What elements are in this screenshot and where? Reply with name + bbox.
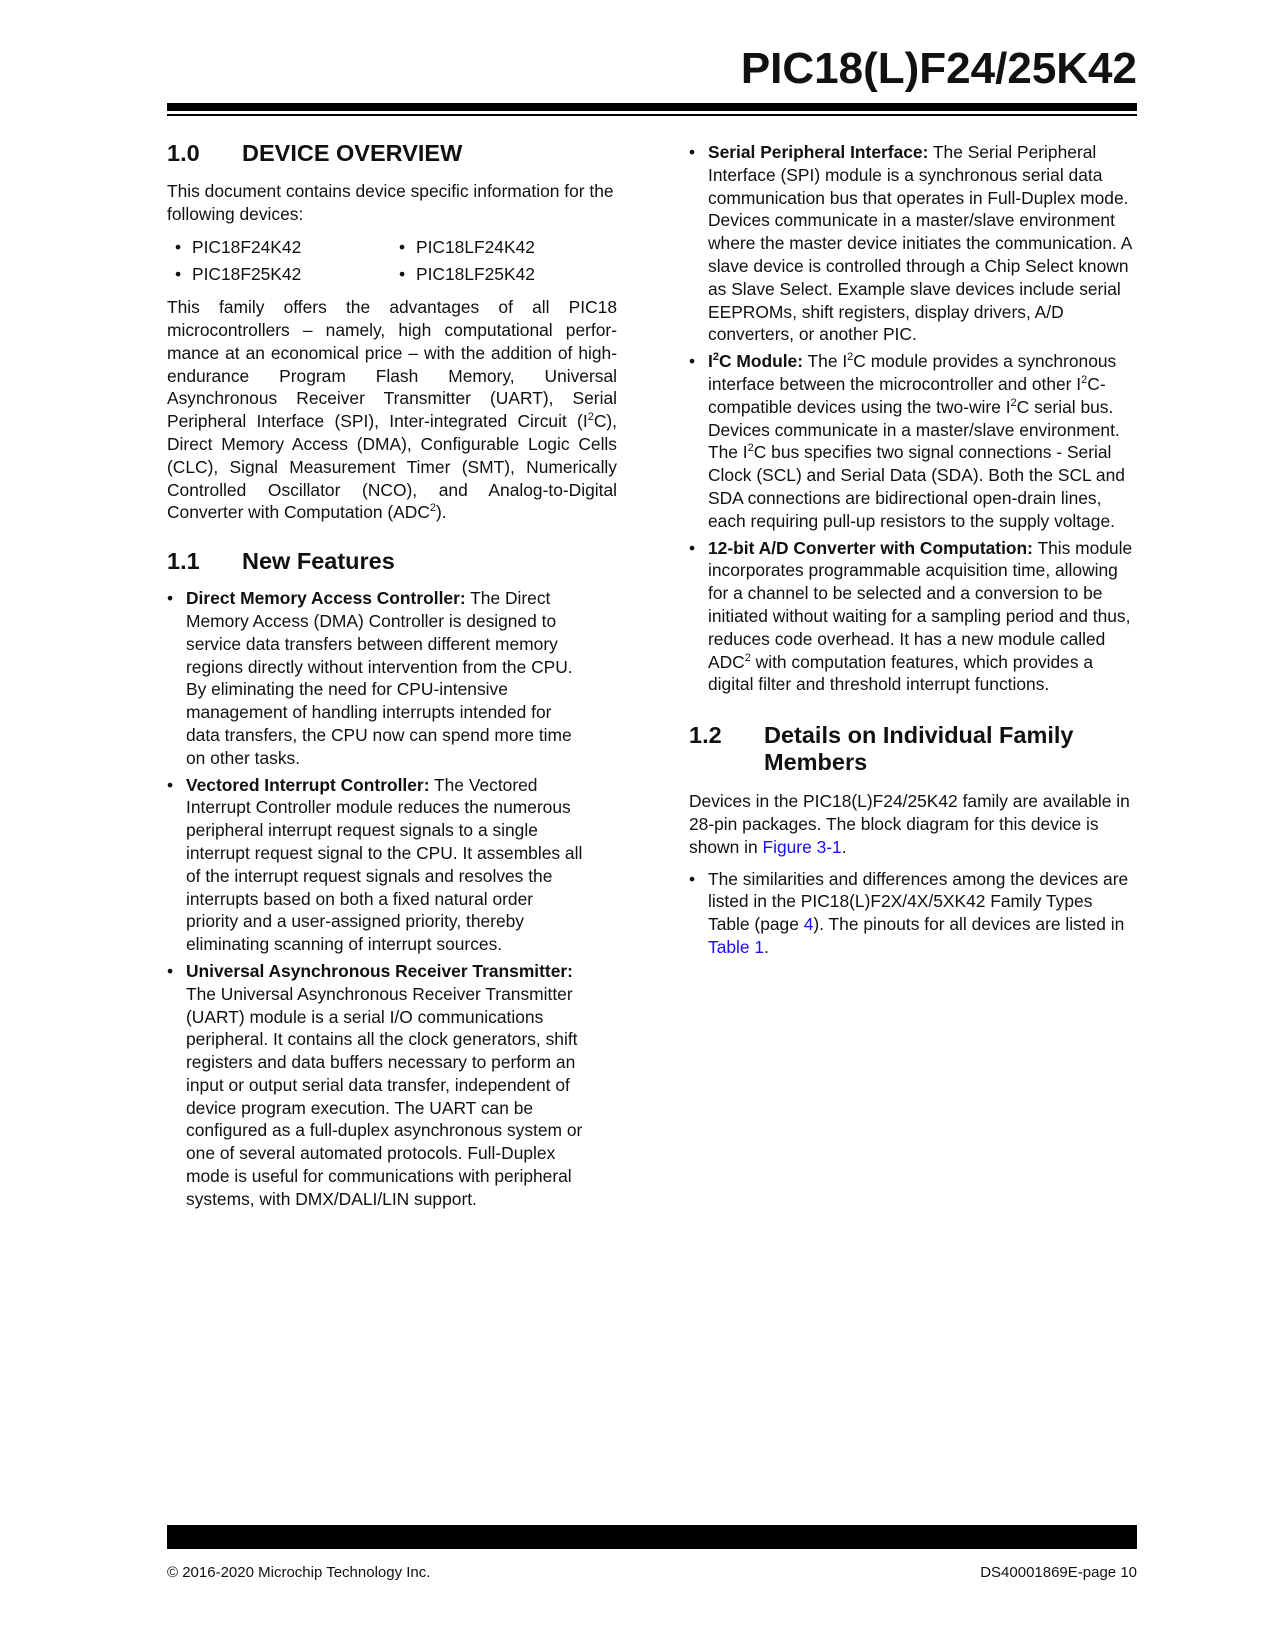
device-item: • PIC18LF24K42 <box>399 236 599 259</box>
table-link[interactable]: Table 1 <box>708 936 765 957</box>
device-list <box>175 236 617 287</box>
header-rule-thick <box>167 103 1137 111</box>
family-paragraph: This family offers the advantages of all PIC18 microcontrollers – namely, high computational perfor-mance at an economical price – with the addition of high-endurance Program Flash Memory, Universal Asynchronous Receiver Transmitter (UART), Serial Peripheral Interface (SPI), Inter-integrated Circuit $(I^2C)$, Direct Memory Access (DMA), Configurable Logic Cells (CLC), Signal Measurement Timer (SMT), Numerically Controlled Oscillator (NCO), and Analog-to-Digital Converter with Computation (ADC$^2$). <box>167 297 617 523</box>
feature-adc: • 12-bit A/D Converter with Computation: This module incorporates programmable acquisition time, allowing for a channel to be selected and a conversion to be initiated without waiting for a sampling period and thus, reduces code overhead. It has a new module called ADC$^2$ with computation features, which provides a digital filter and threshold interrupt functions. <box>689 537 1137 697</box>
feature-i2c: • $I^2C$ Module: The $I^2C$ module provides a synchronous interface between the microcontroller and other $I^2C$-compatible devices using the two-wire $I^2C$ serial bus. Devices communicate in a master/slave environment. The $I^2C$ bus specifies two signal connections - Serial Clock (SCL) and Serial Data (SDA). Both the SCL and SDA connections are bidirectional open-drain lines, each requiring pull-up resistors to the supply voltage. <box>689 350 1137 532</box>
section-1-2-heading <box>689 722 1137 776</box>
features-list-continued <box>689 141 1137 696</box>
features-list <box>167 587 587 1211</box>
section-1-1-heading <box>167 548 617 575</box>
feature-uart: • Universal Asynchronous Receiver Transmitter: The Universal Asynchronous Receiver Transmitter (UART) module is a serial I/O communications peripheral. It contains all the clock generators, shift registers and data buffers necessary to perform an input or output serial data transfer, independent of device program execution. The UART can be configured as a full-duplex asynchronous system or one of several automated protocols. Full-Duplex mode is useful for communications with peripheral systems, with DMX/DALI/LIN support. <box>167 960 587 1211</box>
device-item: • PIC18F25K42 <box>175 263 399 286</box>
feature-vic: • Vectored Interrupt Controller: The Vectored Interrupt Controller module reduces the numerous peripheral interrupt request signals to a single interrupt request signal to the CPU. It assembles all of the interrupt request signals and resolves the interrupts based on both a fixed natural order priority and a user-assigned priority, thereby eliminating scanning of interrupt sources. <box>167 774 587 956</box>
footer-copyright: © 2016-2020 Microchip Technology Inc. <box>167 1564 431 1581</box>
feature-dma: • Direct Memory Access Controller: The Direct Memory Access (DMA) Controller is designed to service data transfers between different memory regions directly without intervention from the CPU. By eliminating the need for CPU-intensive management of handling interrupts intended for data transfers, the CPU now can spend more time on other tasks. <box>167 587 587 769</box>
details-paragraph: Devices in the PIC18(L)F24/25K42 family are available in 28-pin packages. The block diagram for this device is shown in Figure 3-1. <box>689 791 1130 857</box>
header-rule-thin <box>167 114 1137 116</box>
left-column <box>167 140 617 1211</box>
section-1-0-heading <box>167 140 617 167</box>
device-item: • PIC18F24K42 <box>175 236 399 259</box>
device-item: • PIC18LF25K42 <box>399 263 599 286</box>
section-title: DEVICE OVERVIEW <box>242 140 463 166</box>
footer-bar <box>167 1525 1137 1549</box>
intro-paragraph: This document contains device specific information for the following devices: <box>167 181 614 224</box>
page-link[interactable]: 4 <box>803 914 814 935</box>
document-title: PIC18(L)F24/25K42 <box>740 44 1137 93</box>
section-title: New Features <box>242 548 395 575</box>
section-title: Details on Individual Family Members <box>764 722 1074 776</box>
details-item: • The similarities and differences among the devices are listed in the PIC18(L)F2X/4X/5XK42 Family Types Table (page 4). The pinouts for all devices are listed in Table 1. <box>689 868 1137 959</box>
feature-spi: • Serial Peripheral Interface: The Serial Peripheral Interface (SPI) module is a synchronous serial data communication bus that operates in Full-Duplex mode. Devices communicate in a master/slave environment where the master device initiates the communication. A slave device is controlled through a Chip Select known as Slave Select. Example slave devices include serial EEPROMs, shift registers, display drivers, A/D converters, or another PIC. <box>689 141 1137 346</box>
footer-page-number: DS40001869E-page 10 <box>980 1564 1137 1581</box>
figure-link[interactable]: Figure 3-1 <box>762 836 842 857</box>
section-number: 1.2 <box>689 722 722 749</box>
right-column <box>689 141 1137 959</box>
section-number: 1.1 <box>167 548 200 575</box>
section-number: 1.0 <box>167 140 200 166</box>
details-list <box>689 868 1137 959</box>
